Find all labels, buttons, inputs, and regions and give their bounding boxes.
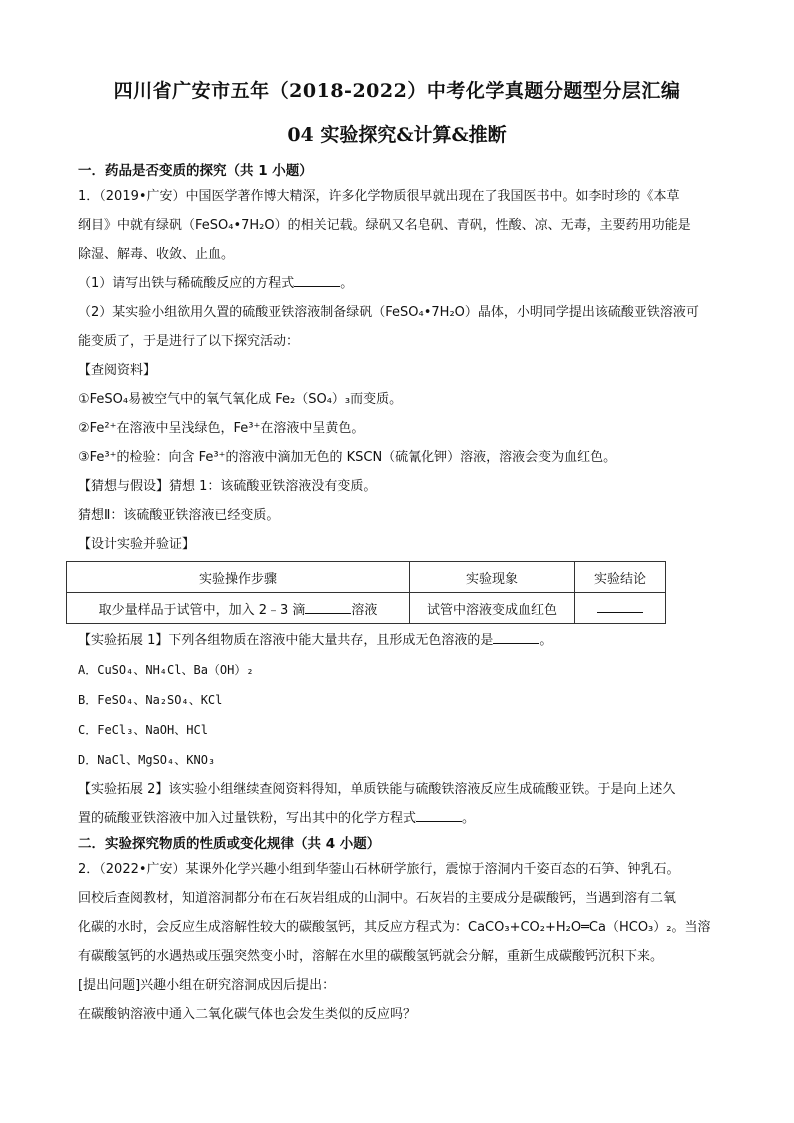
option-d: D．NaCl、MgSO₄、KNO₃	[78, 753, 216, 767]
answer-blank[interactable]	[597, 600, 643, 613]
option-b: B．FeSO₄、Na₂SO₄、KCl	[78, 693, 223, 707]
extension-2-text: 置的硫酸亚铁溶液中加入过量铁粉，写出其中的化学方程式	[78, 811, 417, 826]
question-1-intro-line-2: 纲目》中就有绿矾（FeSO₄•7H₂O）的相关记载。绿矾又名皂矾、青矾，性酸、凉、无毒，主要药用功能是	[78, 218, 691, 233]
question-1-intro-line-1: 1．（2019•广安）中国医学著作博大精深，许多化学物质很早就出现在了我国医书中。如李时珍的《本草	[78, 189, 680, 204]
hypothesis-1: 【猜想与假设】猜想 1：该硫酸亚铁溶液没有变质。	[78, 479, 377, 494]
step-text: 取少量样品于试管中，加入 2﹣3 滴	[98, 602, 306, 618]
table-header-cell: 实验现象	[410, 562, 575, 593]
question-2-line-5: [提出问题]兴趣小组在研究溶洞成因后提出：	[78, 978, 336, 993]
reference-item-2: ②Fe²⁺在溶液中呈浅绿色，Fe³⁺在溶液中呈黄色。	[78, 421, 365, 436]
table-header-row	[67, 562, 666, 593]
extension-2-line-2	[78, 804, 718, 833]
answer-blank[interactable]	[493, 631, 539, 644]
option-c: C．FeCl₃、NaOH、HCl	[78, 723, 208, 737]
table-cell-conclusion	[575, 593, 666, 624]
step-text-end: 溶液	[351, 602, 378, 618]
table-header-cell: 实验结论	[575, 562, 666, 593]
question-2-line-4: 有碳酸氢钙的水遇热或压强突然变小时，溶解在水里的碳酸氢钙就会分解，重新生成碳酸钙沉积下来。	[78, 949, 664, 964]
reference-heading: 【查阅资料】	[78, 363, 157, 378]
table-cell-phenomenon: 试管中溶液变成血红色	[410, 593, 575, 624]
hypothesis-2: 猜想Ⅱ：该硫酸亚铁溶液已经变质。	[78, 508, 280, 523]
extension-2-line-1: 【实验拓展 2】该实验小组继续查阅资料得知，单质铁能与硫酸铁溶液反应生成硫酸亚铁。于是向上述久	[78, 782, 676, 797]
table-header-cell: 实验操作步骤	[67, 562, 410, 593]
question-2-line-3: 化碳的水时，会反应生成溶解性较大的碳酸氢钙，其反应方程式为：CaCO₃+CO₂+H₂O═Ca（HCO₃）₂。当溶	[78, 920, 711, 935]
table-row	[67, 593, 666, 624]
reference-item-3: ③Fe³⁺的检验：向含 Fe³⁺的溶液中滴加无色的 KSCN（硫氰化钾）溶液，溶液会变为血红色。	[78, 450, 617, 465]
extension-1-end: 。	[539, 633, 553, 648]
page-subtitle: 04 实验探究&计算&推断	[287, 124, 507, 146]
design-heading: 【设计实验并验证】	[78, 537, 196, 552]
answer-blank[interactable]	[416, 809, 462, 822]
table-cell-step	[67, 593, 410, 624]
experiment-table	[66, 561, 666, 624]
question-1-part-1	[78, 269, 718, 298]
question-1-intro-line-3: 除湿、解毒、收敛、止血。	[78, 247, 235, 262]
question-2-line-6: 在碳酸钠溶液中通入二氧化碳气体也会发生类似的反应吗？	[78, 1007, 417, 1022]
page-title: 四川省广安市五年（2018-2022）中考化学真题分题型分层汇编	[113, 80, 681, 102]
extension-1-text: 【实验拓展 1】下列各组物质在溶液中能大量共存，且形成无色溶液的是	[78, 633, 494, 648]
question-2-line-1: 2．（2022•广安）某课外化学兴趣小组到华蓥山石林研学旅行，震惊于溶洞内千姿百态的石笋、钟乳石。	[78, 862, 680, 877]
document-body	[78, 160, 718, 1029]
extension-2-end: 。	[462, 811, 476, 826]
question-1-part-2-line-2: 能变质了，于是进行了以下探究活动：	[78, 334, 300, 349]
extension-1	[78, 626, 718, 655]
question-2-line-2: 回校后查阅教材，知道溶洞都分布在石灰岩组成的山洞中。石灰岩的主要成分是碳酸钙，当遇到溶有二氧	[78, 891, 677, 906]
answer-blank[interactable]	[305, 601, 351, 614]
section-heading-1: 一．药品是否变质的探究（共 1 小题）	[78, 163, 313, 179]
question-1-part-1-end: 。	[340, 276, 354, 291]
question-1-part-2-line-1: （2）某实验小组欲用久置的硫酸亚铁溶液制备绿矾（FeSO₄•7H₂O）晶体，小明同学提出该硫酸亚铁溶液可	[78, 305, 699, 320]
section-heading-2: 二．实验探究物质的性质或变化规律（共 4 小题）	[78, 836, 381, 852]
option-a: A．CuSO₄、NH₄Cl、Ba（OH）₂	[78, 663, 254, 677]
answer-blank[interactable]	[294, 274, 340, 287]
question-1-part-1-text: （1）请写出铁与稀硫酸反应的方程式	[78, 276, 295, 291]
reference-item-1: ①FeSO₄易被空气中的氧气氧化成 Fe₂（SO₄）₃而变质。	[78, 392, 403, 407]
